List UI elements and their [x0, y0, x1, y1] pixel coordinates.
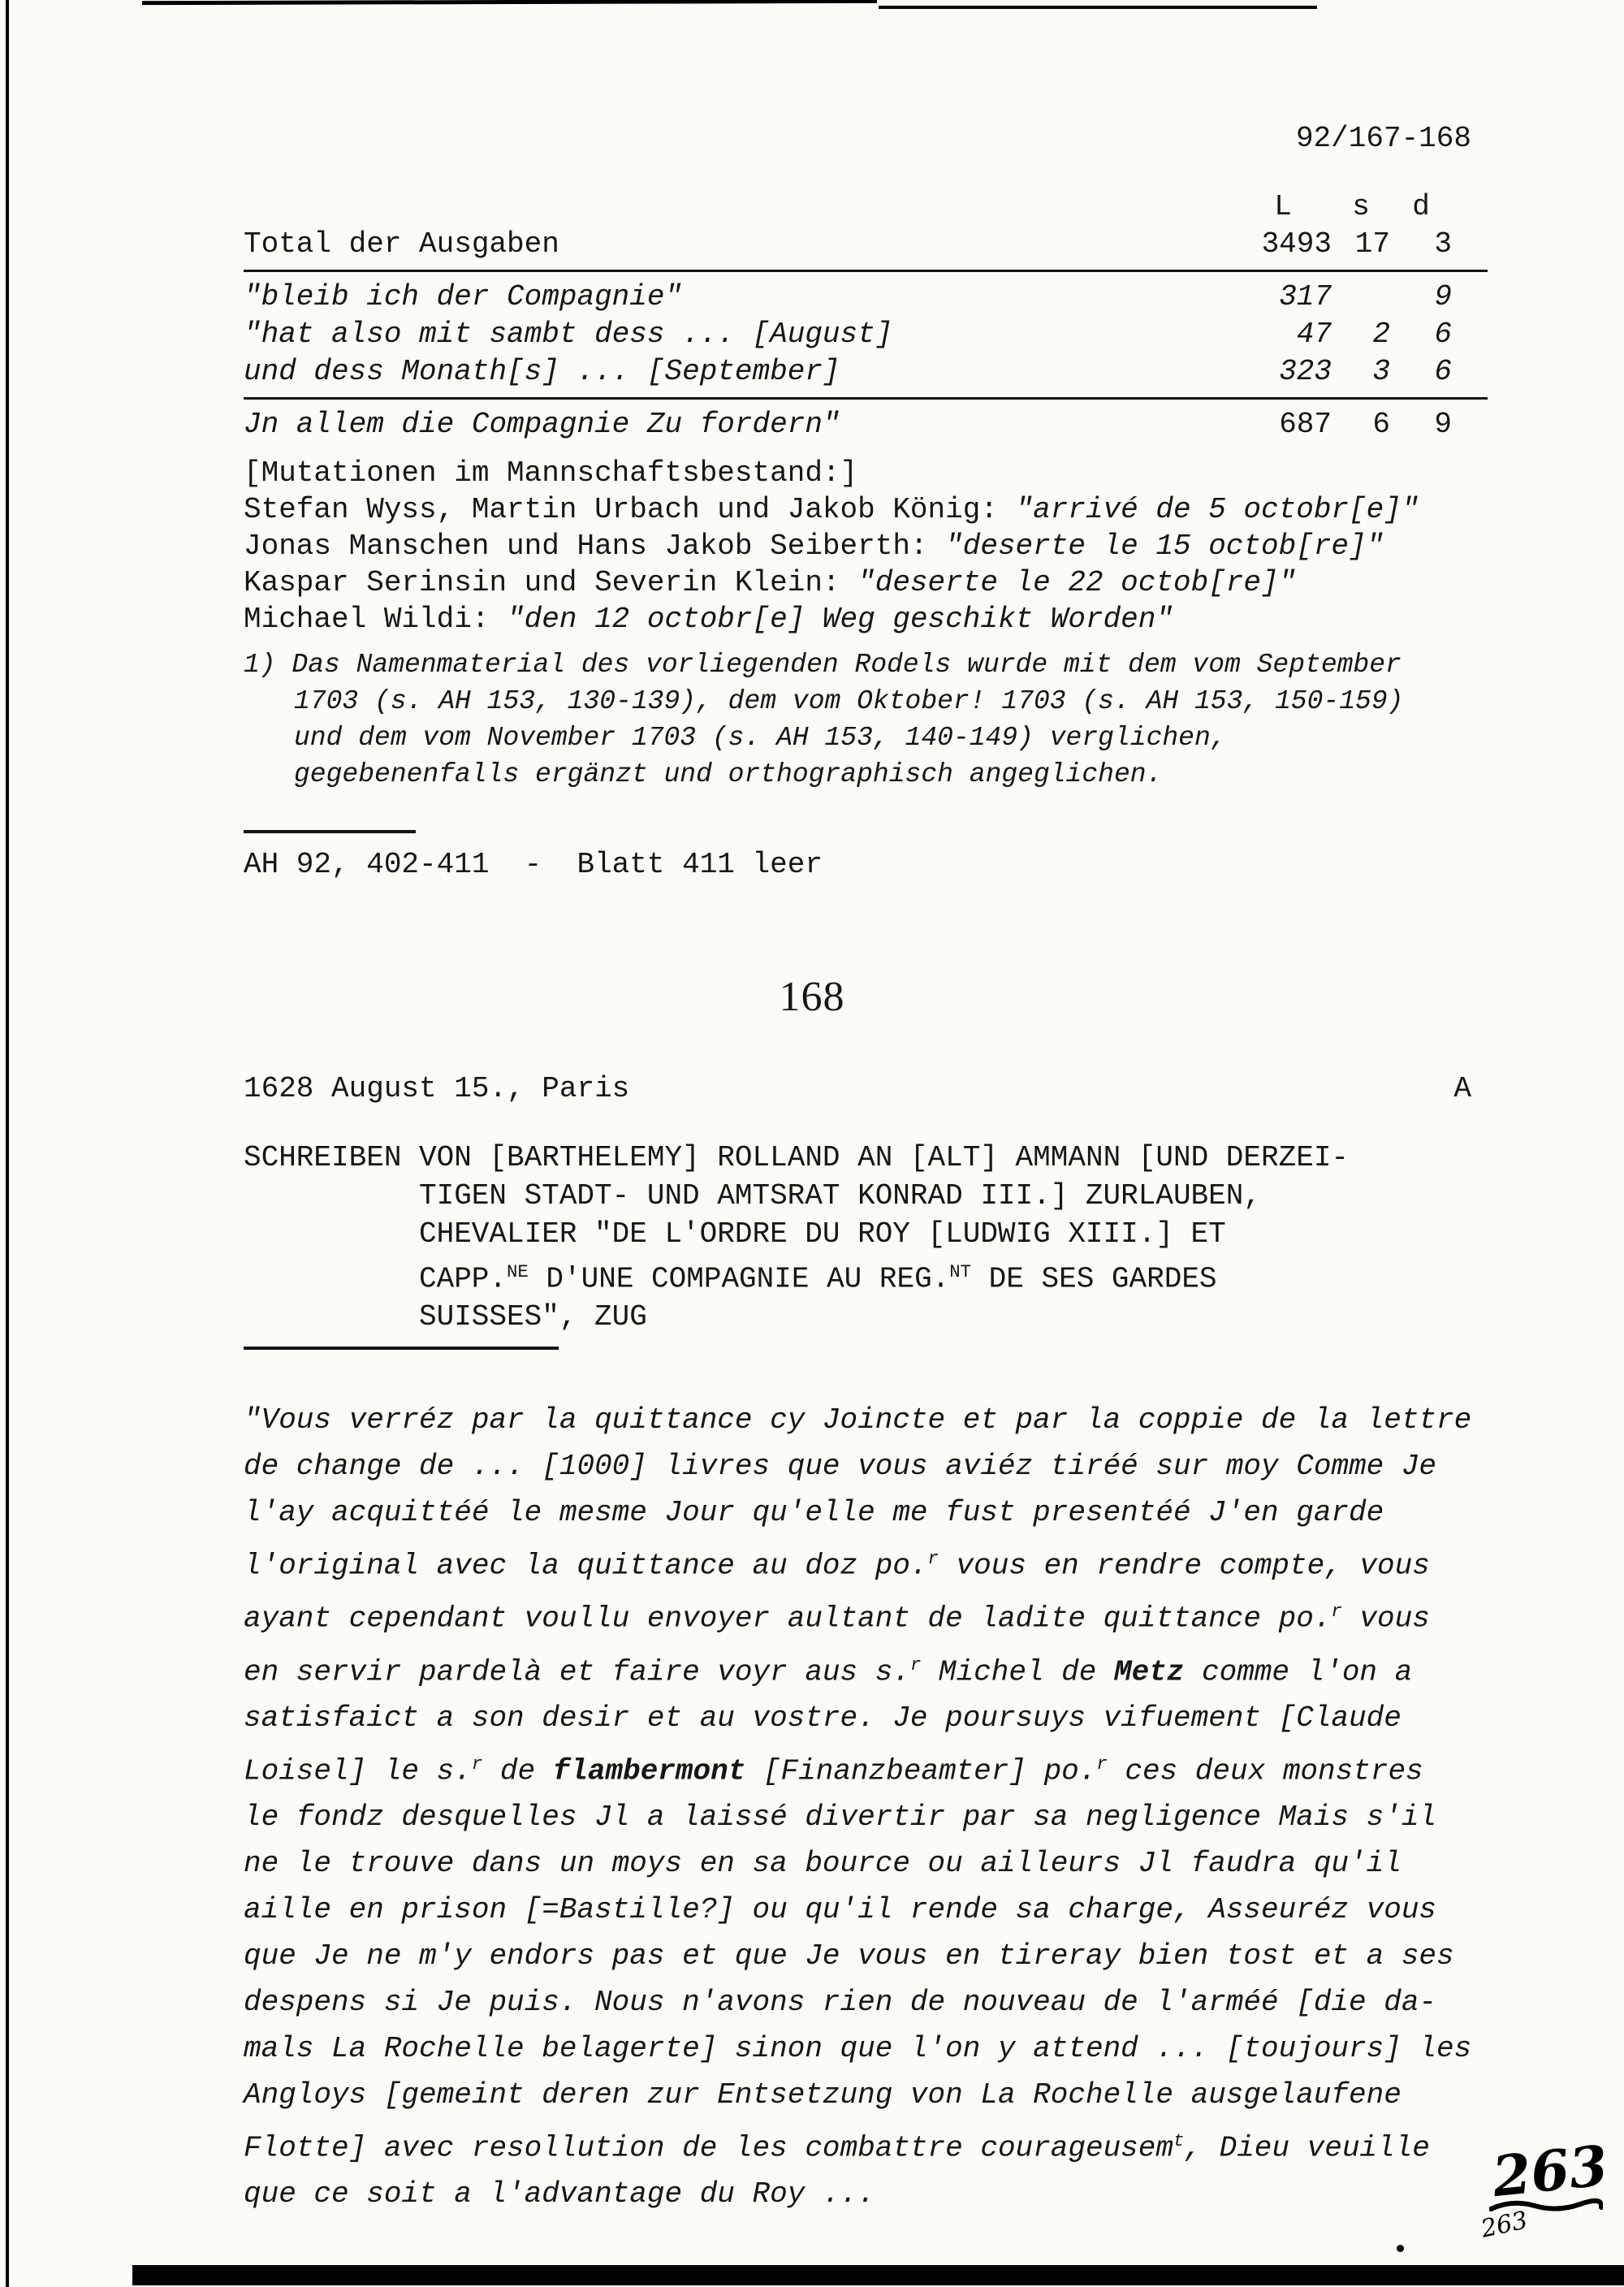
entry-date-row — [244, 1072, 1471, 1105]
text-line: ne le trouve dans un moys en sa bource ou ailleurs Jl faudra qu'il — [244, 1847, 1402, 1881]
text-line: le fondz desquelles Jl a laissé divertir par sa negligence Mais s'il — [244, 1801, 1437, 1835]
table-header-end-spacer — [1452, 188, 1488, 226]
table-row-d: 9 — [1434, 280, 1452, 313]
handwritten-number-secondary: 263 — [1478, 2206, 1531, 2244]
table-row-l: 323 — [1279, 355, 1332, 388]
text-line: ayant cependant voullu envoyer aultant de ladite quittance po.$^r$ vous — [244, 1601, 1430, 1636]
text-line: l'ay acquittéé le mesme Jour qu'elle me fust presentéé J'en garde — [244, 1496, 1384, 1529]
entry-heading — [244, 1139, 1349, 1336]
sum-row-l: 687 — [1279, 408, 1332, 441]
sum-row-label: Jn allem die Compagnie Zu fordern" — [244, 408, 840, 441]
text-line: CHEVALIER "DE L'ORDRE DU ROY [LUDWIG XIII.] ET — [419, 1217, 1226, 1251]
text-line: Stefan Wyss, Martin Urbach und Jakob König: "arrivé de 5 octobr[e]" — [244, 493, 1419, 526]
text-line: Jonas Manschen und Hans Jakob Seiberth: "deserte le 15 octob[re]" — [244, 530, 1384, 563]
entry-series-letter: A — [1453, 1072, 1471, 1105]
table-row-s: 2 — [1372, 318, 1390, 351]
text-line: mals La Rochelle belagerte] sinon que l'on y attend ... [toujours] les — [244, 2032, 1472, 2066]
text-line: CAPP.$^{NE}$ D'UNE COMPAGNIE AU REG.$^{NT}$ DE SES GARDES — [419, 1261, 1217, 1296]
text-line: que Je ne m'y endors pas et que Je vous en tireray bien tost et a ses — [244, 1939, 1454, 1974]
table-header-spacer — [244, 188, 1234, 226]
text-line: despens si Je puis. Nous n'avons rien de nouveau de l'arméé [die da- — [244, 1986, 1437, 2020]
text-line: TIGEN STADT- UND AMTSRAT KONRAD III.] ZURLAUBEN, — [419, 1179, 1261, 1213]
text-line: "Vous verréz par la quittance cy Joincte et par la coppie de la lettre — [244, 1403, 1472, 1437]
column-header-d: d — [1412, 190, 1430, 223]
table-row-d: 6 — [1434, 318, 1452, 351]
text-line: Angloys [gemeint deren zur Entsetzung von La Rochelle ausgelaufene — [244, 2078, 1402, 2112]
sum-row-s: 6 — [1372, 408, 1390, 441]
table-row-l: 317 — [1279, 280, 1332, 313]
table-row-l: 47 — [1296, 318, 1332, 351]
archive-reference: AH 92, 402-411 - Blatt 411 leer — [244, 848, 823, 881]
text-line: SUISSES", ZUG — [419, 1300, 647, 1334]
scan-edge-artifact-top-left — [142, 0, 877, 5]
text-line: que ce soit a l'advantage du Roy ... — [244, 2177, 875, 2211]
entry-date-place: 1628 August 15., Paris — [244, 1072, 630, 1105]
letter-quote — [244, 1397, 1471, 2217]
text-line: aille en prison [=Bastille?] ou qu'il rende sa charge, Asseuréz vous — [244, 1893, 1437, 1927]
total-row-label: Total der Ausgaben — [244, 227, 559, 261]
handwritten-page-number — [1478, 2133, 1622, 2244]
text-line: Kaspar Serinsin und Severin Klein: "deserte le 22 octob[re]" — [244, 566, 1297, 599]
scan-edge-artifact-top-right — [879, 6, 1317, 9]
text-line: und dem vom November 1703 (s. AH 153, 140-149) verglichen, — [294, 723, 1227, 753]
heading-separator-rule — [244, 1347, 559, 1350]
text-line: 1) Das Namenmaterial des vorliegenden Rodels wurde mit dem vom September — [244, 650, 1402, 680]
column-header-l: L — [1274, 190, 1292, 223]
text-line: en servir pardelà et faire voyr aus s.$^r$ Michel de Metz comme l'on a — [244, 1654, 1413, 1688]
total-row-l: 3493 — [1261, 227, 1332, 261]
scan-edge-artifact-left — [6, 0, 9, 2287]
scan-edge-artifact-bottom — [132, 2265, 1624, 2285]
text-line: gegebenenfalls ergänzt und orthographisch angeglichen. — [294, 759, 1163, 789]
footnote — [244, 646, 1403, 793]
text-line: [Mutationen im Mannschaftsbestand:] — [244, 456, 858, 490]
page-reference: 92/167-168 — [1295, 122, 1471, 155]
total-row-s: 17 — [1354, 227, 1390, 261]
column-header-s: s — [1352, 190, 1370, 223]
text-line: Flotte] avec resollution de les combattre courageusem$^t$, Dieu veuille — [244, 2130, 1430, 2165]
table-row-label: "hat also mit sambt dess ... [August] — [244, 318, 893, 351]
expenses-table — [244, 188, 1488, 443]
footnote-separator-rule — [244, 830, 416, 833]
muster-roll-notes — [244, 455, 1419, 638]
text-line: 1703 (s. AH 153, 130-139), dem vom Oktober! 1703 (s. AH 153, 150-159) — [294, 686, 1404, 716]
text-line: Loisel] le s.$^r$ de flambermont [Finanzbeamter] po.$^r$ ces deux monstres — [244, 1753, 1423, 1788]
text-line: l'original avec la quittance au doz po.$^r$ vous en rendre compte, vous — [244, 1548, 1430, 1583]
total-row-d: 3 — [1434, 227, 1452, 261]
table-rule-top — [244, 270, 1488, 272]
handwritten-number-main: 263 — [1489, 2133, 1611, 2211]
table-row-label: und dess Monath[s] ... [September] — [244, 355, 840, 388]
text-line: Michael Wildi: "den 12 octobr[e] Weg geschikt Worden" — [244, 603, 1173, 636]
table-rule-bottom — [244, 397, 1488, 400]
text-line: satisfaict a son desir et au vostre. Je poursuys vifuement [Claude — [244, 1701, 1402, 1735]
table-row-s — [1332, 279, 1390, 316]
ink-dot-artifact — [1397, 2245, 1404, 2252]
table-row-label: "bleib ich der Compagnie" — [244, 280, 683, 313]
table-row-d: 6 — [1434, 355, 1452, 388]
table-row-s: 3 — [1372, 355, 1390, 388]
text-line: de change de ... [1000] livres que vous aviéz tiréé sur moy Comme Je — [244, 1450, 1437, 1483]
entry-number: 168 — [779, 974, 845, 1020]
sum-row-d: 9 — [1434, 408, 1452, 441]
text-line: SCHREIBEN VON [BARTHELEMY] ROLLAND AN [ALT] AMMANN [UND DERZEI- — [244, 1141, 1350, 1174]
